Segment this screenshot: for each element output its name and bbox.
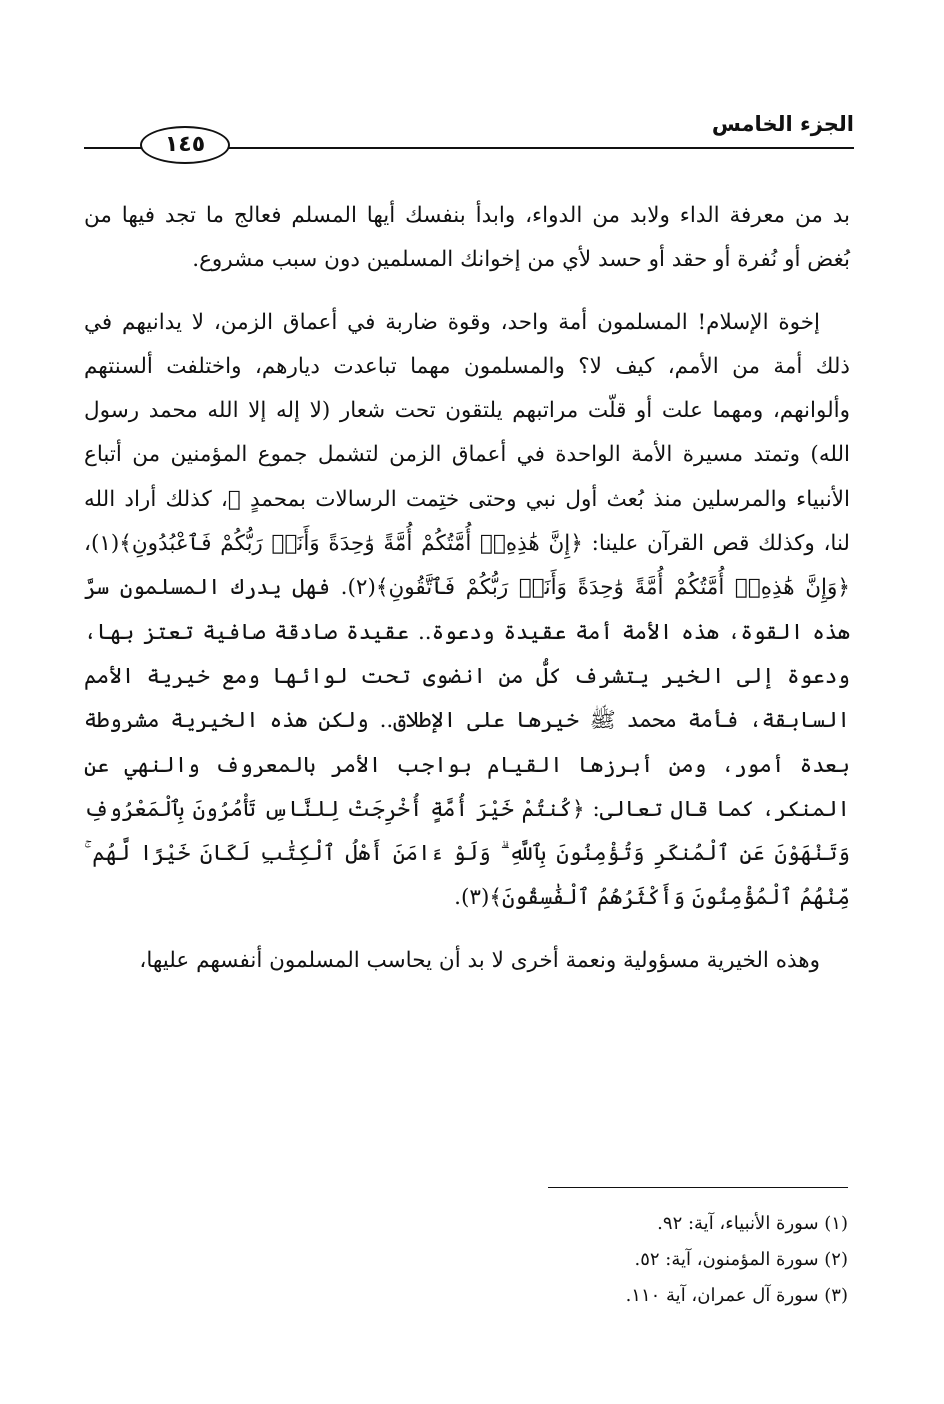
body-text [84, 194, 850, 983]
footnote-2: (٢) سورة المؤمنون، آية: ٥٢. [634, 1249, 848, 1270]
page-number: ١٤٥ [140, 126, 230, 164]
footnote-divider [548, 1187, 848, 1188]
paragraph-responsibility: وهذه الخيرية مسؤولية ونعمة أخرى لا بد أن يحاسب المسلمون أنفسهم عليها، [139, 947, 820, 973]
running-header [84, 104, 854, 164]
paragraph-continuation: بد من معرفة الداء ولابد من الدواء، وابدأ بنفسك أيها المسلم فعالج ما تجد فيها من بُغض أو نُفرة أو حقد أو حسد لأي من إخوانك المسلمين دون سبب مشروع. [84, 203, 850, 273]
paragraph-islamic-brotherhood: إخوة الإسلام! المسلمون أمة واحد، وقوة ضاربة في أعماق الزمن، لا يدانيهم في ذلك أمة من الأمم، كيف لا؟ والمسلمون مهما تباعدت ديارهم، واختلفت ألسنتهم وألوانهم، ومهما علت أو قلّت مراتبهم يلتقون تحت شعار (لا إله إلا الله محمد رسول الله) وتمتد مسيرة الأمة الواحدة في أعماق الزمن لتشمل جموع المؤمنين من أتباع الأنبياء والمرسلين منذ بُعث أول نبي وحتى ختِمت الرسالات بمحمدٍ ﷺ، كذلك أراد الله لنا، وكذلك قص القرآن علينا: ﴿إِنَّ هَٰذِهِۦٓ أُمَّتُكُمْ أُمَّةً وَٰحِدَةً وَأَنَا۠ رَبُّكُمْ فَٱعْبُدُونِ﴾(١)، ﴿وَإِنَّ هَٰذِهِۦٓ أُمَّتُكُمْ أُمَّةً وَٰحِدَةً وَأَنَا۠ رَبُّكُمْ فَٱتَّقُونِ﴾(٢). فهل يدرك المسلمون سرَّ هذه القوة، هذه الأمة أمة عقيدة ودعوة.. عقيدة صادقة صافية تعتز بها، ودعوة إلى الخير يتشرف كلُّ من انضوى تحت لوائها ومع خيرية الأمم السابقة، فأمة محمد ﷺ خيرها على الإطلاق.. ولكن هذه الخيرية مشروطة بعدة أمور، ومن أبرزها القيام بواجب الأمر بالمعروف والنهي عن المنكر، كما قال تعالى: ﴿كُنتُمْ خَيْرَ أُمَّةٍ أُخْرِجَتْ لِلنَّاسِ تَأْمُرُونَ بِٱلْمَعْرُوفِ وَتَنْهَوْنَ عَنِ ٱلْمُنكَرِ وَتُؤْمِنُونَ بِٱللَّهِ ۗ وَلَوْ ءَامَنَ أَهْلُ ٱلْكِتَٰبِ لَكَانَ خَيْرًا لَّهُم ۚ مِّنْهُمُ ٱلْمُؤْمِنُونَ وَأَكْثَرُهُمُ ٱلْفَٰسِقُونَ﴾(٣). [84, 309, 850, 911]
footnotes [348, 1206, 848, 1314]
footnote-3: (٣) سورة آل عمران، آية ١١٠. [625, 1285, 848, 1306]
chapter-title: الجزء الخامس [711, 112, 854, 136]
footnote-1: (١) سورة الأنبياء، آية: ٩٢. [657, 1213, 848, 1234]
